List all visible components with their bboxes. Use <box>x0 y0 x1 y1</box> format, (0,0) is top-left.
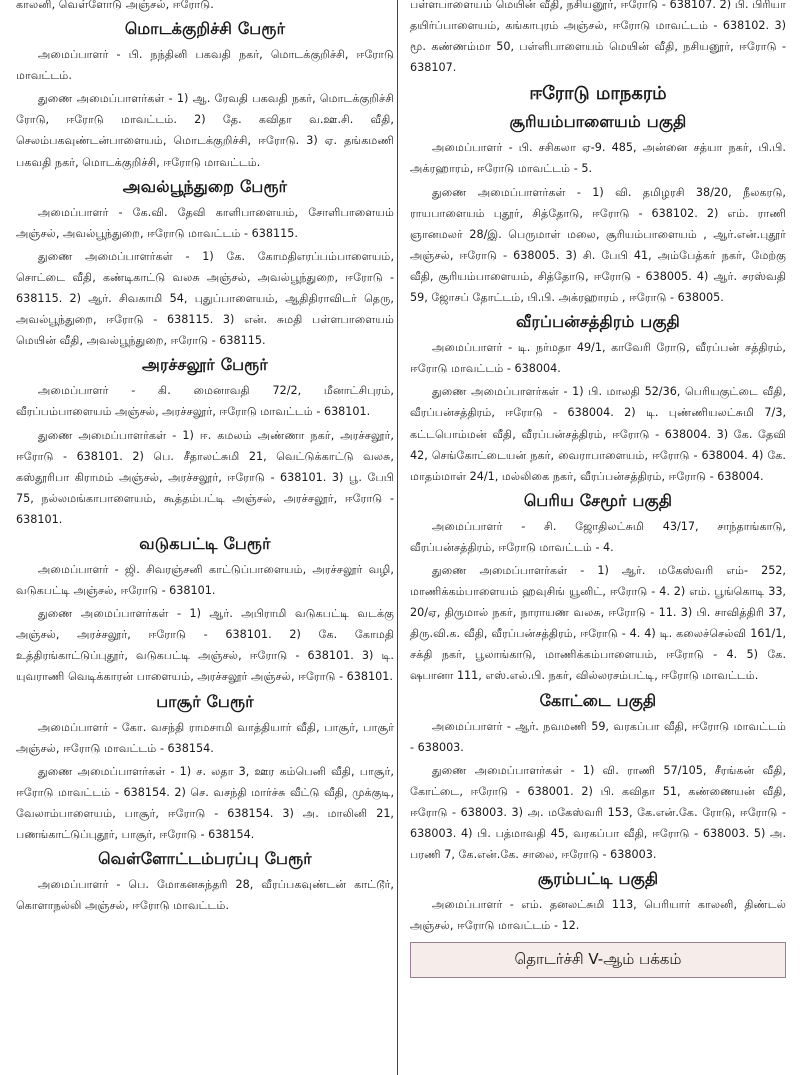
section-veerappanchatram <box>410 311 786 487</box>
section-suriyampalayam <box>410 111 786 308</box>
organizer-entry: அமைப்பாளர் - பி. நந்தினி பகவதி நகர், மொடக்குறிச்சி, ஈரோடு மாவட்டம். <box>16 48 394 83</box>
section-title: வெள்ளோட்டம்பரப்பு பேரூர் <box>98 849 312 869</box>
section-vadugapatti <box>16 533 394 688</box>
section-title: பாசூர் பேரூர் <box>156 691 254 711</box>
deputies-entry: துணை அமைப்பாளர்கள் - 1) வி. ராணி 57/105, சீரங்கன் வீதி, கோட்டை, ஈரோடு - 638001. 2) பி. கவிதா 51, கண்ணையன் வீதி, ஈரோடு - 638003. 3) அ. மகேஸ்வரி 153, கே.என்.கே. ரோடு, ஈரோடு - 638003. 4) பி. பத்மாவதி 45, வரகப்பா வீதி, ஈரோடு - 638003. 5) அ. பரணி 7, கே.என்.கே. சாலை, ஈரோடு - 638003. <box>410 763 786 862</box>
deputies-entry: துணை அமைப்பாளர்கள் - 1) ஈ. கமலம் அண்ணா நகர், அரச்சலூர், ஈரோடு - 638101. 2) பெ. சீதாலட்சுமி 21, வெட்டுக்காட்டு வலசு, கஸ்தூரிபா கிராமம் அஞ்சல், அரச்சலூர், ஈரோடு - 638101. 3) பூ. பேபி 75, நல்லமங்காபாளையம், கூத்தம்பட்டி அஞ்சல், அரச்சலூர், ஈரோடு - 638101. <box>16 428 394 526</box>
section-title: வடுகபட்டி பேரூர் <box>139 533 271 553</box>
organizer-entry: அமைப்பாளர் - ஆர். நவமணி 59, வரகப்பா வீதி, ஈரோடு மாவட்டம் - 638003. <box>410 719 786 754</box>
organizer-entry: அமைப்பாளர் - டி. நர்மதா 49/1, காவேரி ரோடு, வீரப்பன் சத்திரம், ஈரோடு மாவட்டம் - 638004. <box>410 341 786 376</box>
organizer-entry: அமைப்பாளர் - கோ. வசந்தி ராமசாமி வாத்தியார் வீதி, பாசூர், பாசூர் அஞ்சல், ஈரோடு மாவட்டம் - 638154. <box>16 720 394 755</box>
section-title: கோட்டை பகுதி <box>539 690 657 710</box>
section-title: அவல்பூந்துறை பேரூர் <box>122 176 288 196</box>
organizer-entry: அமைப்பாளர் - கி. மைனாவதி 72/2, மீனாட்சிபுரம், வீரப்பம்பாளையம் அஞ்சல், அரச்சலூர், ஈரோடு மாவட்டம் - 638101. <box>16 384 394 419</box>
deputies-entry: துணை அமைப்பாளர்கள் - 1) ஆர். மகேஸ்வரி எம்- 252, மாணிக்கம்பாளையம் ஹவுசிங் யூனிட், ஈரோடு - 4. 2) எம். பூங்கொடி 33, 20/ஏ, திருமால் நகர், நாராயண வலசு, ஈரோடு - 11. 3) பி. சாவித்திரி 37, திரு.வி.க. வீதி, வீரப்பன்சத்திரம், ஈரோடு - 4. 4) டி. கலைச்செல்வி 161/1, சக்தி நகர், பூலாங்காடு, மாணிக்கம்பாளையம், ஈரோடு - 4. 5) கே. ஷபானா 111, எஸ்.எல்.பி. நகர், வில்லரசம்பட்டி, ஈரோடு மாவட்டம். <box>410 563 786 683</box>
section-periya-semur <box>410 490 786 687</box>
section-surampatti <box>410 868 786 936</box>
section-modakurichi <box>16 18 394 173</box>
left-column <box>16 0 394 918</box>
section-title: பெரிய சேமூர் பகுதி <box>523 490 673 510</box>
section-title: மொடக்குறிச்சி பேரூர் <box>124 19 286 39</box>
right-column <box>410 0 786 978</box>
organizer-entry: அமைப்பாளர் - பி. சசிகலா ஏ-9. 485, அன்னை சத்யா நகர், பி.பி. அக்ரஹாரம், ஈரோடு மாவட்டம் - 5. <box>410 141 786 176</box>
organizer-entry: அமைப்பாளர் - கே.வி. தேவி காளிபாளையம், சோளிபாளையம் அஞ்சல், அவல்பூந்துறை, ஈரோடு மாவட்டம் - 638115. <box>16 205 394 240</box>
section-kottai <box>410 690 786 866</box>
continued-on-page-box <box>410 942 786 978</box>
deputies-entry: துணை அமைப்பாளர்கள் - 1) பி. மாலதி 52/36, பெரியகுட்டை வீதி, வீரப்பன்சத்திரம், ஈரோடு - 638004. 2) டி. புண்ணியலட்சுமி 7/3, கட்டபொம்மன் வீதி, வீரப்பன்சத்திரம், ஈரோடு - 638004. 3) கே. தேவி 42, செங்கோட்டையன் நகர், வைராபாளையம், ஈரோடு - 638004. 4) கே. மாதம்மாள் 24/1, மல்லிகை நகர், வீரப்பன்சத்திரம், ஈரோடு - 638004. <box>410 385 786 483</box>
deputies-entry: துணை அமைப்பாளர்கள் - 1) ஆ. ரேவதி பகவதி நகர், மொடக்குறிச்சி ரோடு, ஈரோடு மாவட்டம். 2) தே. கவிதா வ.ஊ.சி. வீதி, செலம்பகவுண்டன்பாளையம், மொடக்குறிச்சி, ஈரோடு. 3) ஏ. தங்கமணி பகவதி நகர், மொடக்குறிச்சி, ஈரோடு மாவட்டம். <box>16 92 394 169</box>
column-divider <box>397 0 398 1075</box>
section-avalpoondurai <box>16 176 394 352</box>
continued-fragment: பள்ளபாளையம் மெயின் வீதி, நசியனூர், ஈரோடு - 638107. 2) பி. பிரியா தயிர்ப்பாளையம், கங்காபுரம் அஞ்சல், ஈரோடு மாவட்டம் - 638102. 3) மூ. கண்ணம்மா 50, பள்ளிபாளையம் மெயின் வீதி, நசியனூர், ஈரோடு - 638107. <box>410 0 786 75</box>
continued-label: தொடர்ச்சி V-ஆம் பக்கம் <box>514 950 682 969</box>
deputies-entry: துணை அமைப்பாளர்கள் - 1) ஆர். அபிராமி வடுகபட்டி வடக்கு அஞ்சல், அரச்சலூர், ஈரோடு - 638101. 2) கே. கோமதி உத்திரங்காட்டுப்புதூர், வடுகபட்டி அஞ்சல், ஈரோடு - 638101. 3) டி. யுவராணி வெடிக்காரன் பாளையம், அரச்சலூர் அஞ்சல், ஈரோடு - 638101. <box>16 607 394 684</box>
section-title: சூரியம்பாளையம் பகுதி <box>509 112 687 132</box>
section-arachalur <box>16 354 394 530</box>
section-pasur <box>16 691 394 846</box>
deputies-entry: துணை அமைப்பாளர்கள் - 1) ச. லதா 3, ஊர கம்பெனி வீதி, பாசூர், ஈரோடு மாவட்டம் - 638154. 2) செ. வசந்தி மார்ச்சு வீட்டு வீதி, முக்குடி, வேலாம்பாளையம், பாசூர், ஈரோடு - 638154. 3) அ. மாலினி 21, பணங்காட்டுப்புதூர், பாசூர், ஈரோடு - 638154. <box>16 764 394 841</box>
deputies-entry: துணை அமைப்பாளர்கள் - 1) கே. கோமதிஎரப்பம்பாளையம், சொட்டை வீதி, கண்டிகாட்டு வலசு அஞ்சல், அவல்பூந்துறை, ஈரோடு - 638115. 2) ஆர். சிவகாமி 54, புதுப்பாளையம், ஆதிதிராவிடர் தெரு, அவல்பூந்துறை, ஈரோடு - 638115. 3) என். சுமதி பள்ளபாளையம் மெயின் வீதி, அவல்பூந்துறை, ஈரோடு - 638115. <box>16 249 394 348</box>
section-title: அரச்சலூர் பேரூர் <box>142 355 268 375</box>
main-heading: ஈரோடு மாநகரம் <box>529 83 667 105</box>
organizer-entry: அமைப்பாளர் - ஜி. சிவரஞ்சனி காட்டுப்பாளையம், அரச்சலூர் வழி, வடுகபட்டி அஞ்சல், ஈரோடு - 638101. <box>16 562 394 598</box>
section-title: சூரம்பட்டி பகுதி <box>537 869 659 889</box>
organizer-entry: அமைப்பாளர் - பெ. மோகனசுந்தரி 28, வீரப்பகவுண்டன் காட்டூர், கொளாநல்லி அஞ்சல், ஈரோடு மாவட்டம். <box>16 878 394 913</box>
organizer-entry: அமைப்பாளர் - எம். தனலட்சுமி 113, பெரியார் காலனி, திண்டல் அஞ்சல், ஈரோடு மாவட்டம் - 12. <box>410 898 786 933</box>
section-vellottamparappu <box>16 848 394 916</box>
organizer-entry: அமைப்பாளர் - சி. ஜோதிலட்சுமி 43/17, சாந்தாங்காடு, வீரப்பன்சத்திரம், ஈரோடு மாவட்டம் - 4. <box>410 519 786 554</box>
section-title: வீரப்பன்சத்திரம் பகுதி <box>516 312 680 332</box>
deputies-entry: துணை அமைப்பாளர்கள் - 1) வி. தமிழரசி 38/20, நீலகரடு, ராயபாளையம் புதூர், சித்தோடு, ஈரோடு - 638102. 2) எம். ராணி ஞானமலர் 28/இ. பெருமாள் மலை, சூரியம்பாளையம் , ஆர்.என்.புதூர் அஞ்சல், ஈரோடு - 638005. 3) சி. பேபி 41, அம்பேத்கர் நகர், மேற்கு வீதி, சூரியம்பாளையம், சித்தோடு, ஈரோடு - 638005. 4) ஆர். சரஸ்வதி 59, ஜோசப் தோட்டம், பி.பி. அக்ரஹாரம் , ஈரோடு - 638005. <box>410 185 786 305</box>
continued-fragment: காலனி, வெள்ளோடு அஞ்சல், ஈரோடு. <box>16 0 214 11</box>
